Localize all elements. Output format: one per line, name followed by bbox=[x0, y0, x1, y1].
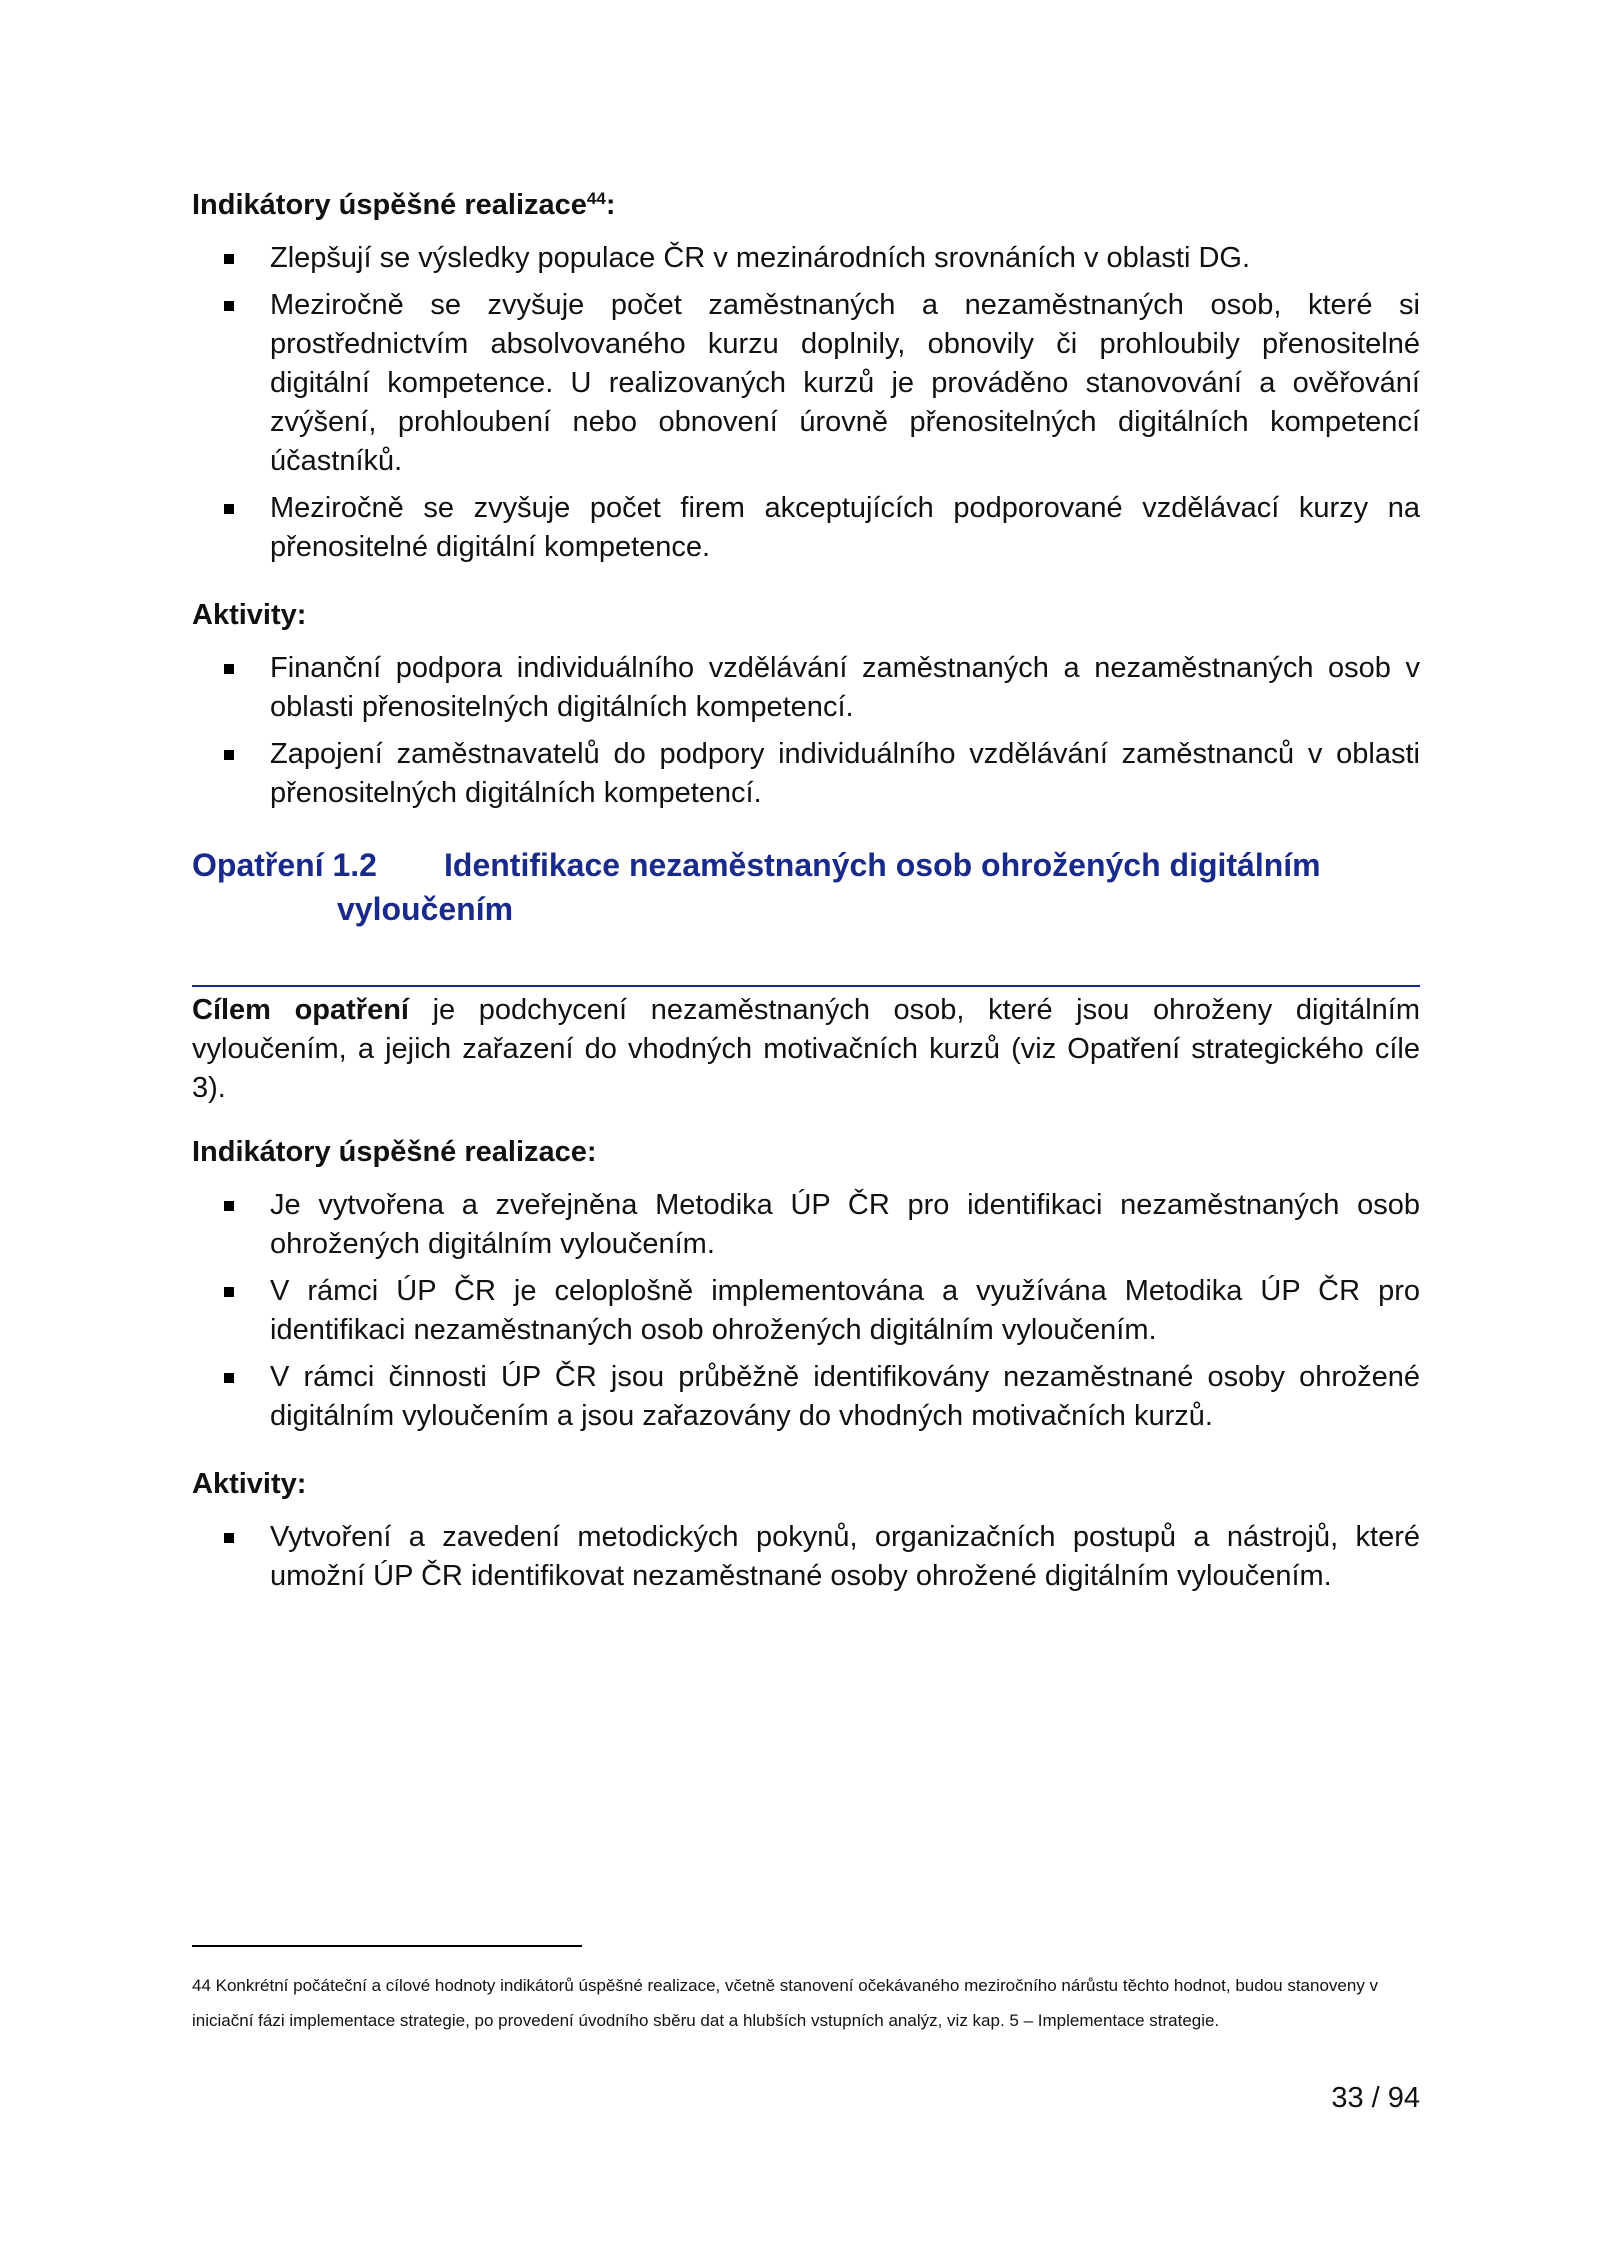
footnote-divider bbox=[192, 1945, 582, 1947]
indicators-heading-2: Indikátory úspěšné realizace: bbox=[192, 1136, 597, 1168]
indicators-list-2 bbox=[192, 1186, 1420, 1436]
activities-heading-2: Aktivity: bbox=[192, 1468, 307, 1500]
list-item bbox=[192, 1358, 1420, 1436]
list-item-text: V rámci činnosti ÚP ČR jsou průběžně identifikovány nezaměstnané osoby ohrožené digitálním vyloučením a jsou zařazovány do vhodných motivačních kurzů. bbox=[270, 1361, 1420, 1432]
footnote: 44 Konkrétní počáteční a cílové hodnoty indikátorů úspěšné realizace, včetně stanovení očekávaného meziročního nárůstu těchto hodnot, budou stanoveny v iniciační fázi implementace strategie, po provedení úvodního sběru dat a hlubších vstupních analýz, viz kap. 5 – Implementace strategie. bbox=[192, 1976, 1379, 2030]
page-number: 33 / 94 bbox=[1331, 2082, 1420, 2114]
list-item-text: Meziročně se zvyšuje počet firem akceptujících podporované vzdělávací kurzy na přenositelné digitální kompetence. bbox=[270, 492, 1420, 563]
list-item-text: Je vytvořena a zveřejněna Metodika ÚP ČR pro identifikaci nezaměstnaných osob ohrožených digitálním vyloučením. bbox=[270, 1189, 1420, 1260]
indicators-list bbox=[192, 239, 1420, 567]
indicators-heading bbox=[192, 185, 1420, 225]
section-title-continuation: vyloučením bbox=[337, 891, 514, 927]
bullet-square-icon bbox=[224, 254, 234, 264]
section-number: Opatření 1.2 bbox=[192, 847, 377, 883]
list-item-text: Finanční podpora individuálního vzdělávání zaměstnaných a nezaměstnaných osob v oblasti přenositelných digitálních kompetencí. bbox=[270, 652, 1420, 723]
goal-lead: Cílem opatření bbox=[192, 994, 409, 1026]
activities-list bbox=[192, 649, 1420, 813]
footnote-ref[interactable]: 44 bbox=[586, 189, 606, 208]
section-title: Identifikace nezaměstnaných osob ohrožených digitálním bbox=[444, 847, 1321, 883]
list-item bbox=[192, 649, 1420, 727]
bullet-square-icon bbox=[224, 1201, 234, 1211]
bullet-square-icon bbox=[224, 750, 234, 760]
list-item bbox=[192, 1272, 1420, 1350]
list-item-text: V rámci ÚP ČR je celoplošně implementována a využívána Metodika ÚP ČR pro identifikaci nezaměstnaných osob ohrožených digitálním vyloučením. bbox=[270, 1275, 1420, 1346]
indicators-heading-text: Indikátory úspěšné realizace bbox=[192, 189, 587, 221]
list-item bbox=[192, 286, 1420, 481]
list-item bbox=[192, 1186, 1420, 1264]
bullet-square-icon bbox=[224, 1373, 234, 1383]
list-item bbox=[192, 735, 1420, 813]
indicators-heading-colon: : bbox=[605, 189, 616, 221]
bullet-square-icon bbox=[224, 504, 234, 514]
section-divider bbox=[192, 985, 1420, 987]
activities-list-2 bbox=[192, 1518, 1420, 1596]
list-item-text: Zlepšují se výsledky populace ČR v mezinárodních srovnáních v oblasti DG. bbox=[270, 242, 1250, 274]
bullet-square-icon bbox=[224, 664, 234, 674]
list-item bbox=[192, 239, 1420, 278]
section-heading-line1 bbox=[192, 843, 1420, 887]
goal-paragraph bbox=[192, 991, 1420, 1108]
list-item bbox=[192, 489, 1420, 567]
bullet-square-icon bbox=[224, 301, 234, 311]
list-item-text: Zapojení zaměstnavatelů do podpory individuálního vzdělávání zaměstnanců v oblasti přenositelných digitálních kompetencí. bbox=[270, 738, 1420, 809]
page-content bbox=[192, 185, 1420, 1596]
list-item-text: Meziročně se zvyšuje počet zaměstnaných a nezaměstnaných osob, které si prostřednictvím absolvovaného kurzu doplnily, obnovily či prohloubily přenositelné digitální kompetence. U realizovaných kurzů je prováděno stanovování a ověřování zvýšení, prohloubení nebo obnovení úrovně přenositelných digitálních kompetencí účastníků. bbox=[270, 289, 1420, 477]
list-item-text: Vytvoření a zavedení metodických pokynů, organizačních postupů a nástrojů, které umožní ÚP ČR identifikovat nezaměstnané osoby ohrožené digitálním vyloučením. bbox=[270, 1521, 1420, 1592]
bullet-square-icon bbox=[224, 1287, 234, 1297]
section-heading bbox=[192, 843, 1420, 931]
goal-text: je podchycení nezaměstnaných osob, které jsou ohroženy digitálním vyloučením, a jejich zařazení do vhodných motivačních kurzů (viz Opatření strategického cíle 3). bbox=[192, 994, 1420, 1104]
activities-heading: Aktivity: bbox=[192, 599, 307, 631]
list-item bbox=[192, 1518, 1420, 1596]
bullet-square-icon bbox=[224, 1533, 234, 1543]
